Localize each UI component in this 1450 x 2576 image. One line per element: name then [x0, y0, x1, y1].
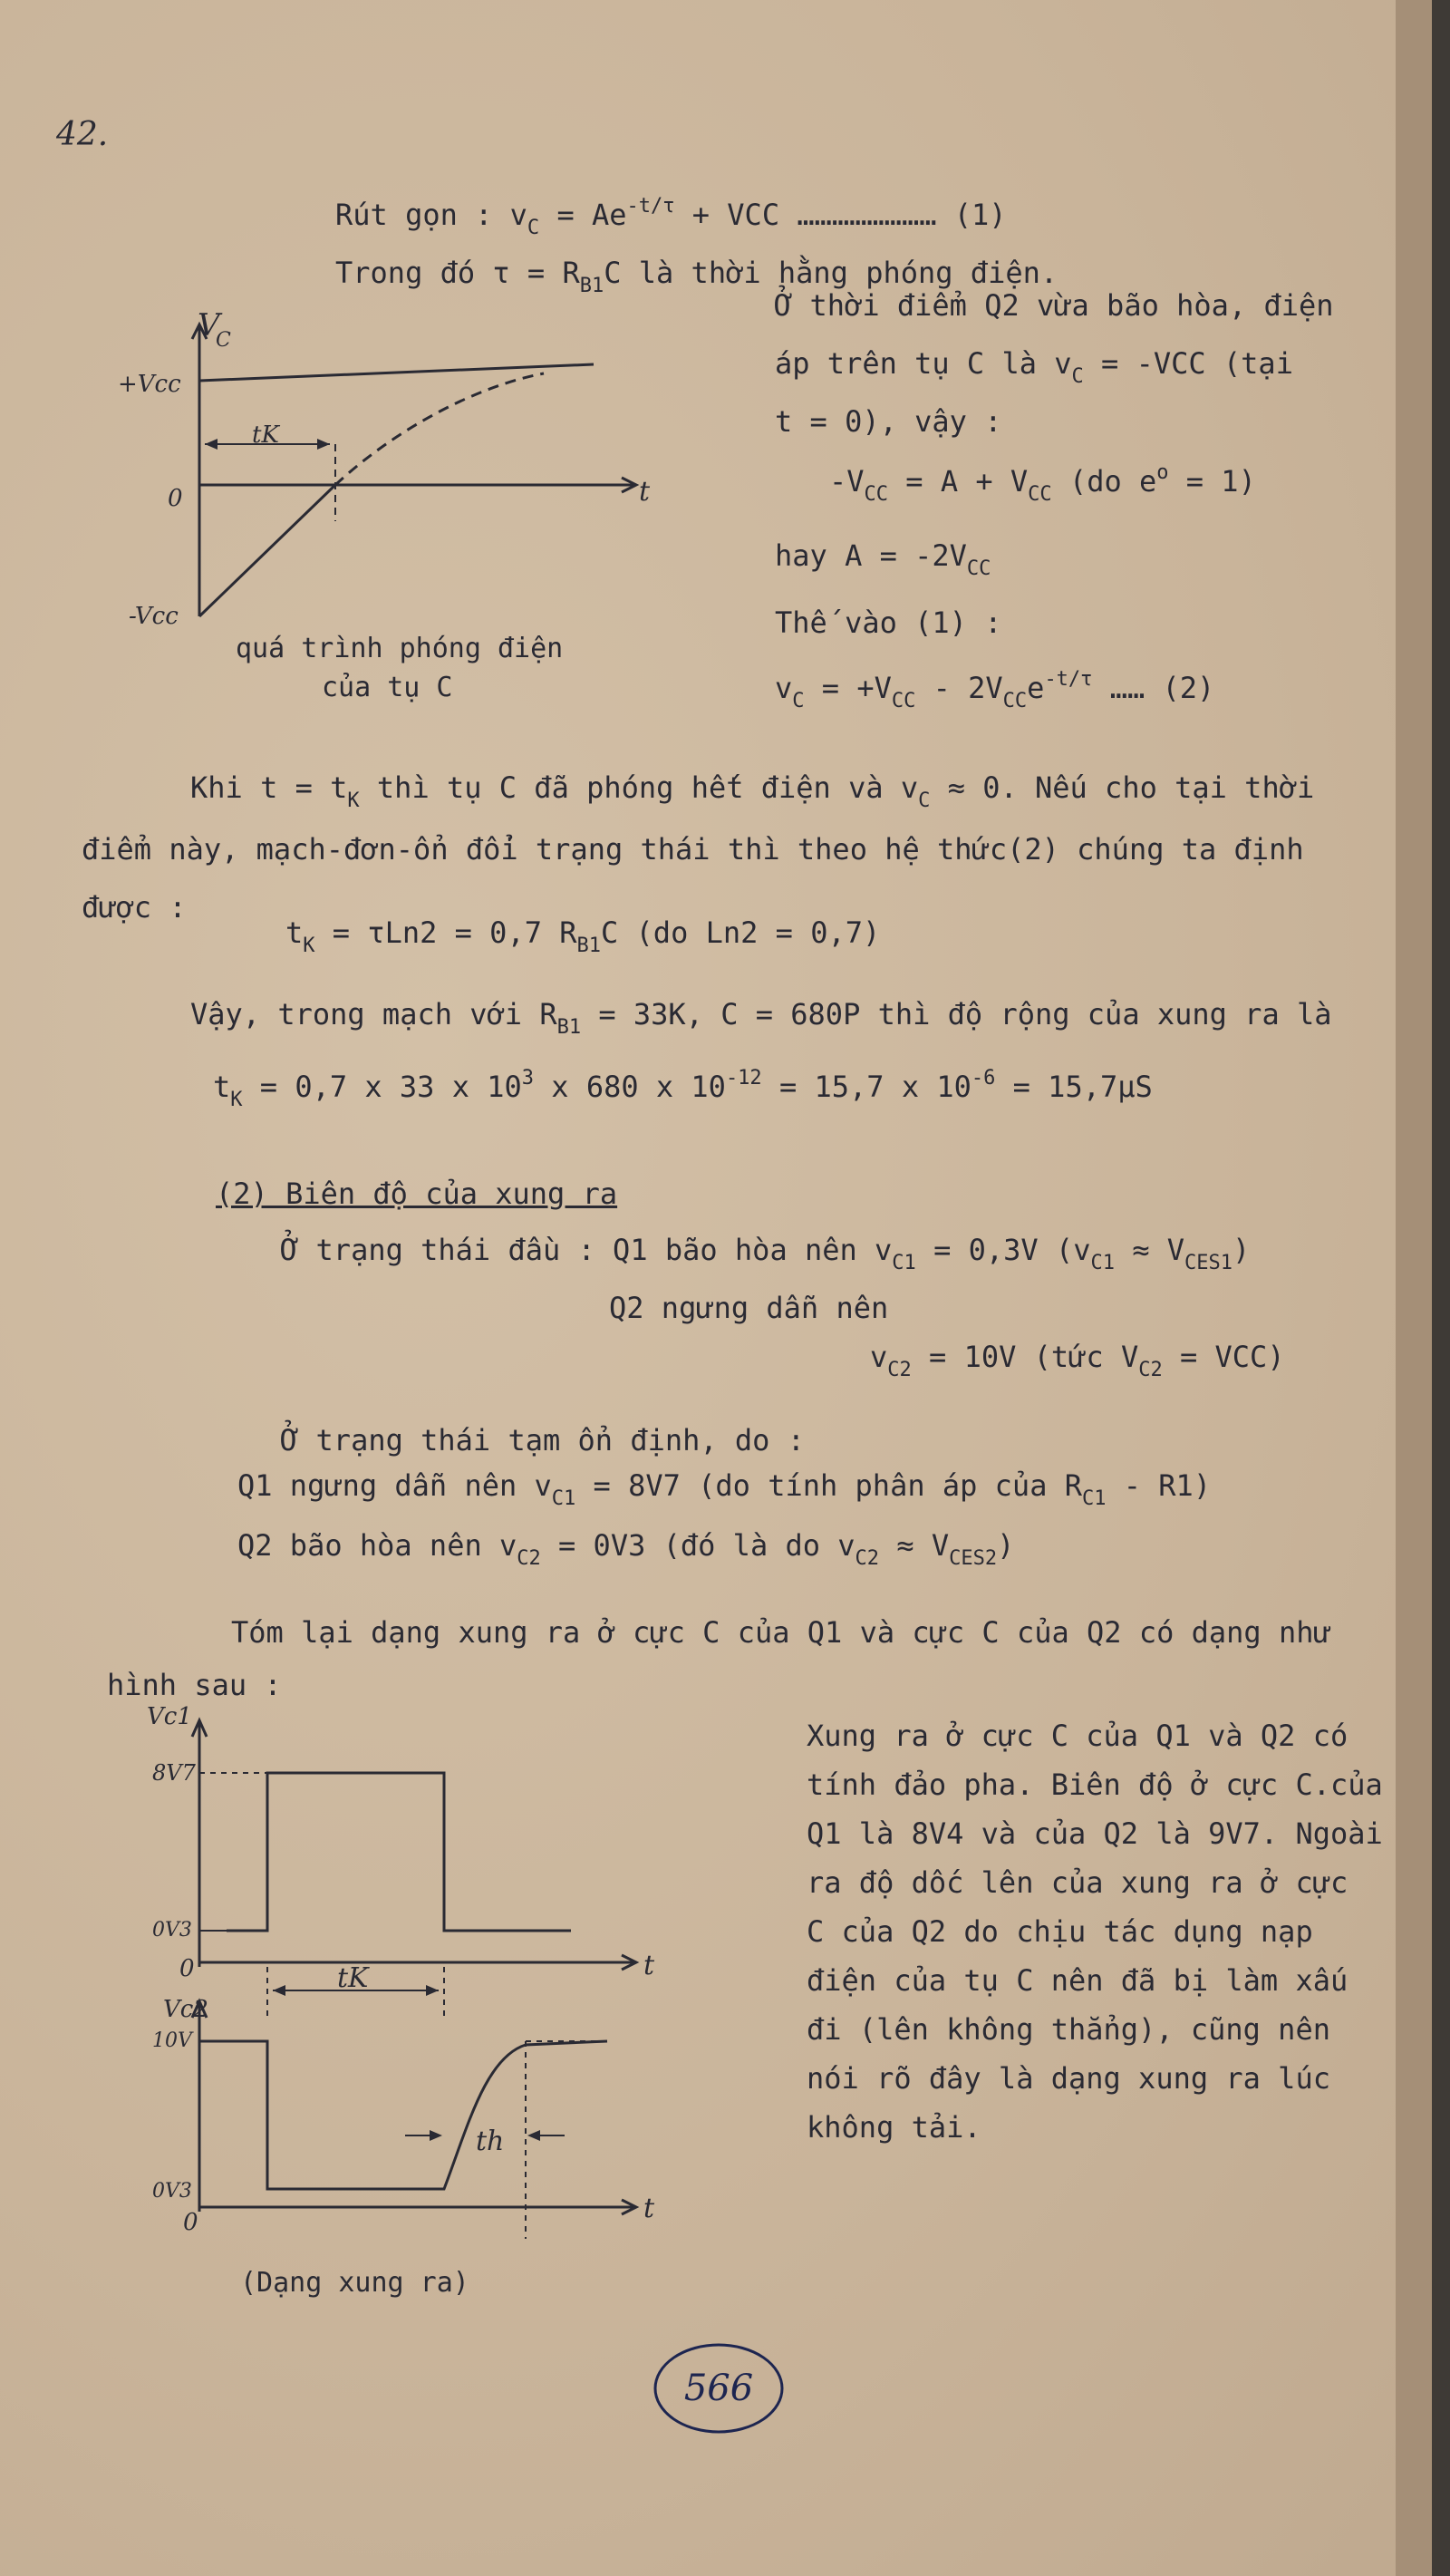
s5-sub1: C1: [551, 1487, 576, 1510]
paragraph-1-line-3: được :: [82, 890, 187, 925]
fn-sup3: -6: [971, 1067, 996, 1089]
s3-c: = VCC): [1162, 1340, 1285, 1374]
eq-ic-d: = 1): [1168, 464, 1256, 499]
formula-2: [775, 668, 1215, 712]
tk-arrow-right: [426, 1985, 439, 1996]
s1-b: = 0,3V (v: [915, 1233, 1091, 1267]
eq-ic-b: = A + V: [888, 464, 1029, 499]
eq-initial-condition: [829, 461, 1256, 506]
wave2-vc2-trace: [199, 2041, 607, 2189]
f2-c: - 2V: [915, 671, 1003, 705]
s3-b: = 10V (tức V: [911, 1340, 1139, 1374]
q2-saturation-line-3: t = 0), vậy :: [775, 404, 1002, 439]
substitute-line: Thế vào (1) :: [775, 605, 1002, 640]
f2-sub1: C: [792, 690, 805, 712]
desc-line-3: Q1 là 8V4 và của Q2 là 9V7. Ngoài: [807, 1816, 1383, 1851]
wave2-low-label: 0V3: [152, 2180, 192, 2203]
formula-1-eq: = Ae: [539, 198, 627, 232]
ftk-b: = τLn2 = 0,7 R: [314, 915, 577, 950]
q2-saturation-line-2: [775, 346, 1293, 388]
f2-a: v: [775, 671, 793, 705]
th-arrow-left: [430, 2130, 442, 2141]
pulse-caption: (Dạng xung ra): [240, 2267, 469, 2299]
graph1-tick-neg-vcc: -Vcc: [129, 603, 179, 630]
tau-def-lhs: Trong đó τ = R: [335, 256, 580, 290]
q2-saturation-line-1: Ở thời điểm Q2 vừa bão hòa, điện: [775, 288, 1334, 323]
p2-sub: B1: [556, 1016, 582, 1039]
s3-a: v: [870, 1340, 888, 1374]
p2-b: = 33K, C = 680P thì độ rộng của xung ra là: [581, 997, 1332, 1031]
page-number-stamp: [651, 2339, 787, 2438]
wave1-vc1-trace: [227, 1773, 571, 1931]
s1-sub2: C1: [1090, 1252, 1115, 1274]
wave1-low-label: 0V3: [152, 1919, 192, 1942]
q2-off-line: Q2 ngưng dẫn nên: [609, 1291, 889, 1325]
line2-text: áp trên tụ C là v: [775, 346, 1072, 381]
f2-sub3: CC: [1002, 690, 1028, 712]
s1-sub1: C1: [892, 1252, 916, 1274]
ftk-sub1: K: [303, 935, 315, 957]
formula-tk-numeric: [213, 1067, 1153, 1111]
graph1-vcc-asymptote: [199, 364, 594, 381]
fn-e: = 15,7μS: [995, 1070, 1153, 1104]
discharge-graph: [118, 308, 662, 707]
th-label: th: [476, 2126, 505, 2157]
q2-saturated-line: [237, 1528, 1015, 1570]
paragraph-2: [190, 997, 1332, 1039]
s6-c: ≈ V: [879, 1528, 950, 1563]
eq-a-sub: CC: [966, 557, 991, 580]
s5-a: Q1 ngưng dẫn nên v: [237, 1468, 552, 1503]
section-heading-amplitude: (2) Biên độ của xung ra: [216, 1177, 618, 1211]
fn-b: = 0,7 x 33 x 10: [242, 1070, 522, 1104]
desc-line-2: tính đảo pha. Biên độ ở cực C.của: [807, 1767, 1383, 1802]
eq-a-value: [775, 538, 991, 580]
p1-sub2: C: [918, 789, 931, 812]
desc-line-4: ra độ dốc lên của xung ra ở cực: [807, 1865, 1348, 1900]
graph1-continuation-dashed: [335, 373, 544, 485]
graph1-t-label: t: [639, 476, 651, 508]
s1-a: Ở trạng thái đầu : Q1 bão hòa nên v: [281, 1233, 893, 1267]
desc-line-5: C của Q2 do chịu tác dụng nạp: [807, 1914, 1313, 1949]
f2-b: = +V: [804, 671, 892, 705]
formula-1-sub: C: [527, 217, 540, 239]
eq-a-text: hay A = -2V: [775, 538, 967, 573]
s5-b: = 8V7 (do tính phân áp của R: [575, 1468, 1082, 1503]
p1-c: ≈ 0. Nếu cho tại thời: [930, 770, 1315, 805]
vc2-initial-line: [870, 1340, 1285, 1379]
line2-sub: C: [1071, 365, 1084, 388]
wave2-t-label: t: [643, 2193, 655, 2224]
graph1-ylabel-sub: C: [216, 329, 231, 352]
wave2-high-label: 10V: [152, 2029, 192, 2052]
ftk-c: C (do Ln2 = 0,7): [601, 915, 881, 950]
fn-d: = 15,7 x 10: [761, 1070, 972, 1104]
wave1-high-label: 8V7: [152, 1760, 196, 1786]
desc-line-1: Xung ra ở cực C của Q1 và Q2 có: [807, 1719, 1348, 1753]
s6-sub3: CES2: [949, 1547, 998, 1570]
th-arrow-right: [527, 2130, 540, 2141]
wave1-ylabel: Vc1: [147, 1703, 192, 1730]
formula-1-number: …………………… (1): [797, 198, 1007, 232]
s1-sub3: CES1: [1184, 1252, 1232, 1274]
quasi-stable-heading: Ở trạng thái tạm ổn định, do :: [281, 1423, 805, 1457]
pulse-waveforms: [127, 1704, 743, 2302]
fn-sup1: 3: [521, 1067, 535, 1089]
f2-sub2: CC: [891, 690, 916, 712]
fn-sub: K: [230, 1089, 243, 1111]
summary-line-2: hình sau :: [107, 1668, 282, 1702]
graph1-tk-arrow-right: [317, 439, 330, 450]
f2-number: …… (2): [1092, 671, 1215, 705]
line2-tail: = -VCC (tại: [1083, 346, 1293, 381]
ftk-a: t: [285, 915, 304, 950]
eq-ic-a: -V: [829, 464, 865, 499]
eq-ic-sub2: CC: [1028, 483, 1052, 506]
s6-b: = 0V3 (đó là do v: [540, 1528, 856, 1563]
graph1-caption-1: quá trình phóng điện: [236, 633, 564, 664]
desc-line-6: điện của tụ C nên đã bị làm xấu: [807, 1963, 1348, 1998]
s1-c: ≈ V: [1114, 1233, 1185, 1267]
graph1-tk-arrow-left: [205, 439, 218, 450]
pulse-description: [807, 1711, 1383, 2152]
graph1-ylabel: V: [198, 307, 220, 344]
page-corner-number: 42.: [56, 116, 109, 153]
fn-sup2: -12: [725, 1067, 762, 1089]
tk-arrow-left: [273, 1985, 285, 1996]
eq-ic-sub1: CC: [864, 483, 889, 506]
graph1-discharge-line: [199, 485, 335, 616]
s6-a: Q2 bão hòa nên v: [237, 1528, 517, 1563]
fn-a: t: [213, 1070, 231, 1104]
stamp-number: 566: [683, 2368, 754, 2409]
formula-tk: [285, 915, 881, 957]
initial-state-line: [281, 1233, 1250, 1272]
ftk-sub2: B1: [576, 935, 601, 957]
f2-exponent: -t/τ: [1044, 668, 1093, 691]
wave1-t-label: t: [643, 1950, 655, 1981]
s6-sub1: C2: [517, 1547, 541, 1570]
eq-ic-sup: o: [1156, 461, 1169, 484]
paragraph-1-line-2: điểm này, mạch-đơn-ổn đổi trạng thái thì theo hệ thức(2) chúng ta định: [82, 832, 1304, 867]
desc-line-8: nói rõ đây là dạng xung ra lúc: [807, 2061, 1330, 2096]
graph1-tk-label: tK: [252, 421, 279, 449]
formula-1: [335, 195, 1007, 239]
summary-line-1: Tóm lại dạng xung ra ở cực C của Q1 và cực C của Q2 có dạng như: [231, 1615, 1331, 1650]
graph1-tick-zero: 0: [168, 485, 183, 512]
graph1-caption-2: của tụ C: [322, 672, 453, 703]
p1-a: Khi t = t: [190, 770, 348, 805]
desc-line-9: không tải.: [807, 2110, 981, 2145]
p1-sub1: K: [347, 789, 360, 812]
s3-sub1: C2: [887, 1359, 912, 1381]
fn-c: x 680 x 10: [534, 1070, 726, 1104]
s5-sub2: C1: [1081, 1487, 1107, 1510]
tk-label: tK: [337, 1962, 369, 1994]
formula-1-lhs: Rút gọn : v: [335, 198, 527, 232]
s6-sub2: C2: [855, 1547, 880, 1570]
graph1-tick-vcc: +Vcc: [118, 371, 181, 398]
paragraph-1-line-1: [190, 770, 1315, 812]
wave2-ylabel: Vc2: [163, 1996, 208, 2023]
eq-ic-c: (do e: [1051, 464, 1157, 499]
wave2-zero: 0: [183, 2209, 198, 2236]
s6-d: ): [997, 1528, 1015, 1563]
formula-1-exponent: -t/τ: [626, 195, 675, 218]
formula-1-vcc: + VCC: [691, 198, 780, 232]
p2-a: Vậy, trong mạch với R: [190, 997, 557, 1031]
tau-def-sub: B1: [579, 275, 604, 297]
desc-line-7: đi (lên không thẳng), cũng nên: [807, 2012, 1330, 2047]
s3-sub2: C2: [1138, 1359, 1163, 1381]
s1-d: ): [1232, 1233, 1251, 1267]
q1-off-line: [237, 1468, 1212, 1510]
s5-c: - R1): [1106, 1468, 1212, 1503]
f2-e: e: [1027, 671, 1045, 705]
tau-def-tail: C là thời hằng phóng điện.: [604, 256, 1058, 290]
page-edge-shadow: [1396, 0, 1432, 2576]
wave1-zero: 0: [179, 1955, 195, 1982]
p1-b: thì tụ C đã phóng hết điện và v: [359, 770, 919, 805]
